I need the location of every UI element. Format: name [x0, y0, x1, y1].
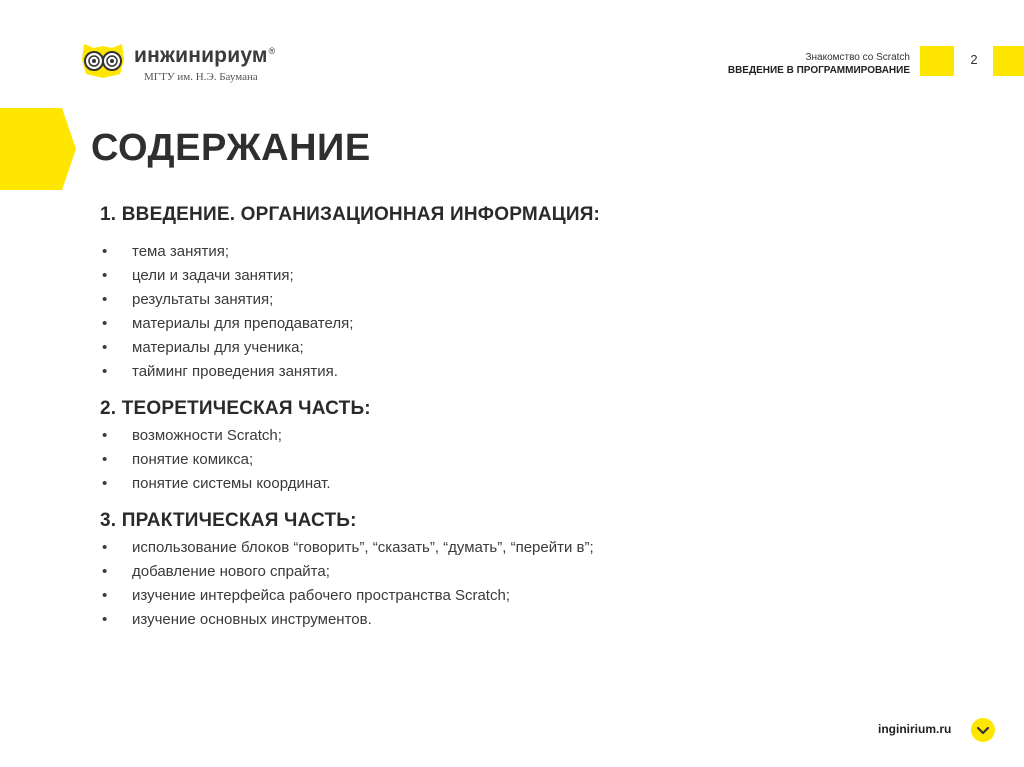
bullet: • [102, 611, 108, 628]
item-list [100, 240, 960, 384]
title-accent-band [0, 108, 76, 190]
list-item: • тайминг проведения занятия. [100, 360, 960, 384]
list-item: • материалы для ученика; [100, 336, 960, 360]
bullet: • [102, 451, 108, 468]
section-heading: 3. ПРАКТИЧЕСКАЯ ЧАСТЬ: [100, 510, 357, 531]
bullet: • [102, 363, 108, 380]
logo-name: инжинириум® [134, 44, 276, 67]
list-item: • цели и задачи занятия; [100, 264, 960, 288]
logo-subtitle: МГТУ им. Н.Э. Баумана [144, 71, 258, 83]
content [100, 204, 960, 642]
page-title: СОДЕРЖАНИЕ [91, 127, 371, 169]
bullet: • [102, 267, 108, 284]
bullet: • [102, 587, 108, 604]
section-theory [100, 398, 960, 496]
chevron-down-icon [971, 718, 995, 742]
bullet: • [102, 563, 108, 580]
registered-mark: ® [268, 46, 276, 56]
page-number: 2 [970, 52, 978, 67]
footer-site-link[interactable]: inginirium.ru [878, 722, 952, 736]
list-item: • тема занятия; [100, 240, 960, 264]
section-heading: 1. ВВЕДЕНИЕ. ОРГАНИЗАЦИОННАЯ ИНФОРМАЦИЯ: [100, 204, 601, 225]
list-item: • добавление нового спрайта; [100, 560, 960, 584]
list-item: • изучение интерфейса рабочего пространства Scratch; [100, 584, 960, 608]
list-item: • результаты занятия; [100, 288, 960, 312]
list-item: • использование блоков “говорить”, “сказать”, “думать”, “перейти в”; [100, 536, 960, 560]
bullet: • [102, 427, 108, 444]
section-heading: 2. ТЕОРЕТИЧЕСКАЯ ЧАСТЬ: [100, 398, 371, 419]
list-item: • материалы для преподавателя; [100, 312, 960, 336]
header-accent-block [920, 46, 954, 76]
course-subtitle: ВВЕДЕНИЕ В ПРОГРАММИРОВАНИЕ [727, 65, 910, 76]
logo[interactable] [80, 40, 276, 83]
course-title: Знакомство со Scratch [805, 52, 910, 63]
list-item: • понятие системы координат. [100, 472, 960, 496]
owl-logo-icon [80, 40, 126, 80]
item-list [100, 536, 960, 632]
course-header [728, 51, 910, 78]
item-list [100, 424, 960, 496]
bullet: • [102, 539, 108, 556]
footer-scroll-button[interactable] [971, 718, 995, 742]
section-introduction [100, 204, 960, 384]
list-item: • изучение основных инструментов. [100, 608, 960, 632]
bullet: • [102, 339, 108, 356]
bullet: • [102, 243, 108, 260]
bullet: • [102, 291, 108, 308]
bullet: • [102, 315, 108, 332]
bullet: • [102, 475, 108, 492]
edge-accent-block [993, 46, 1024, 76]
list-item: • понятие комикса; [100, 448, 960, 472]
section-practice [100, 510, 960, 632]
list-item: • возможности Scratch; [100, 424, 960, 448]
